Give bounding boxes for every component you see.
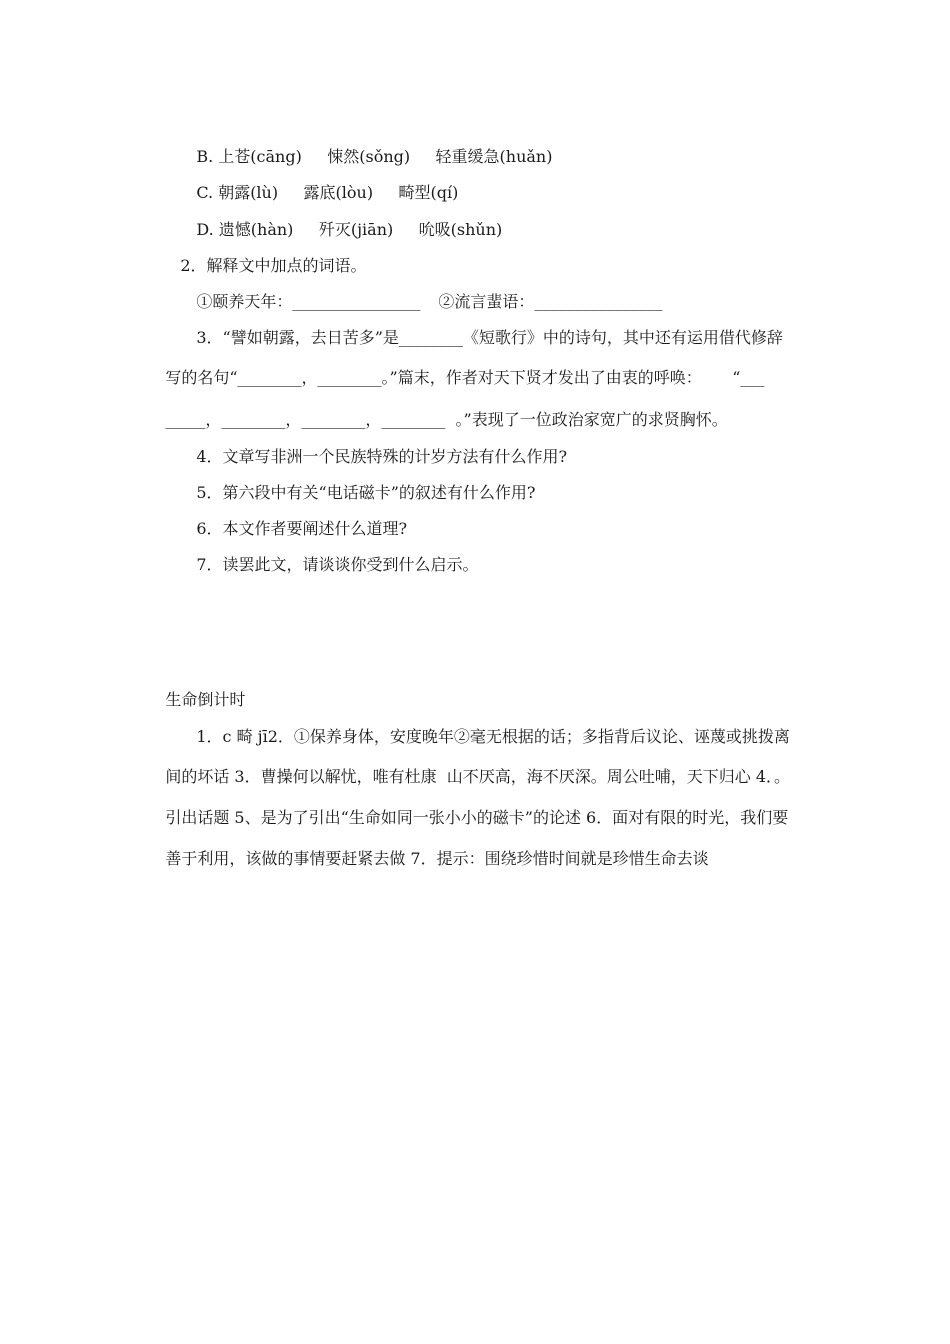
question-3-text-1: 3．“譬如朝露，去日苦多”是________《短歌行》中的诗句，其中还有运用借代修辞 <box>196 328 783 347</box>
answer-line-2-text: 间的坏话 3．曹操何以解忧，唯有杜康 山不厌高，海不厌深。周公吐哺，天下归心 4．。 <box>165 767 791 786</box>
answer-line-4 <box>145 829 709 889</box>
question-2-blank-2: ②流言蜚语：________________ <box>438 292 663 311</box>
answer-line-4-text: 善于利用，该做的事情要赶紧去做 7．提示：围绕珍惜时间就是珍惜生命去谈 <box>165 849 709 868</box>
question-3-text-3: _____，________，________，________ 。”表现了一位政治家宽广的求贤胸怀。 <box>165 410 728 429</box>
question-2-blank-1: ①颐养天年：________________ <box>196 292 421 311</box>
option-d-text: D. 遗憾(hàn) 歼灭(jiān) 吮吸(shǔn) <box>196 220 503 239</box>
question-5-text: 5．第六段中有关“电话磁卡”的叙述有什么作用? <box>196 483 536 502</box>
answer-section-title-text: 生命倒计时 <box>165 690 246 709</box>
option-c-text: C. 朝露(lù) 露底(lòu) 畸型(qí) <box>196 183 459 202</box>
question-3-text-2: 写的名句“________，________。”篇末，作者对天下贤才发出了由衷的呼唤： “___ <box>165 368 765 387</box>
question-2-text: 2．解释文中加点的词语。 <box>180 256 367 275</box>
question-7-text: 7．读罢此文，请谈谈你受到什么启示。 <box>196 555 479 574</box>
answer-line-3-text: 引出话题 5、是为了引出“生命如同一张小小的磁卡”的论述 6．面对有限的时光，我们要 <box>165 808 789 827</box>
question-4-text: 4．文章写非洲一个民族特殊的计岁方法有什么作用? <box>196 447 568 466</box>
question-6-text: 6．本文作者要阐述什么道理? <box>196 519 408 538</box>
answer-line-1-text: 1．c 畸 jī2．①保养身体，安度晚年②毫无根据的话；多指背后议论、诬蔑或挑拨离 <box>196 727 790 746</box>
question-7 <box>176 535 479 595</box>
option-b-text: B. 上苍(cāng) 悚然(sǒng) 轻重缓急(huǎn) <box>196 147 553 166</box>
